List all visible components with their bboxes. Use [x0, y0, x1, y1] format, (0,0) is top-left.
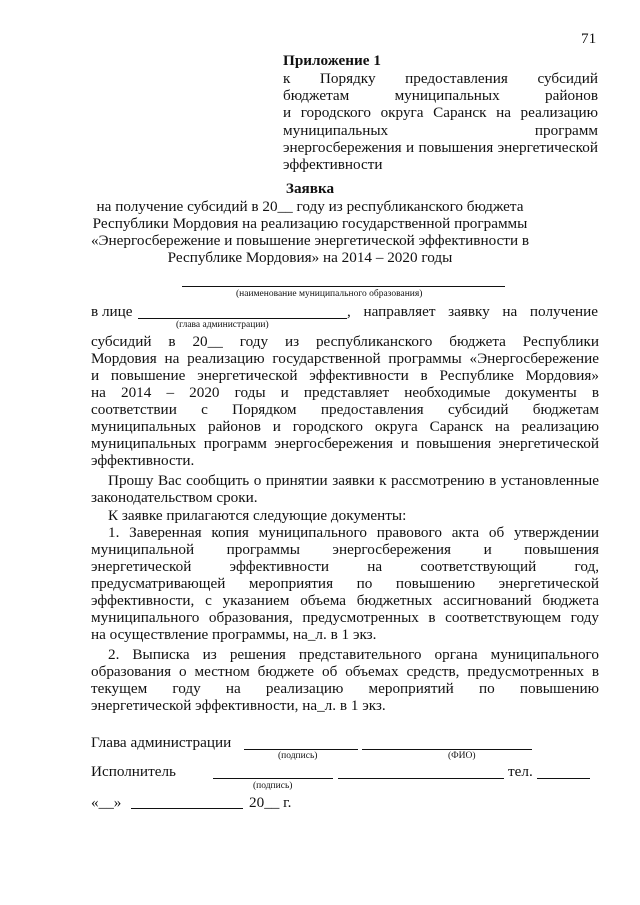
body-line: соответствии с Порядком предоставления субсидий бюджетам [91, 401, 599, 418]
appendix-line: энергосбережения и повышения энергетической [283, 139, 598, 156]
heading-line: на получение субсидий в 20__ году из республиканского бюджета [96, 198, 524, 215]
body-line: эффективности. [91, 452, 195, 469]
appendix-line: муниципальных программ [283, 122, 598, 139]
body-line: субсидий в 20__ году из республиканского бюджета Республики [91, 333, 599, 350]
date-day: «__» [91, 794, 122, 811]
appendix-line: бюджетам муниципальных районов [283, 87, 598, 104]
tel-field[interactable] [537, 778, 590, 779]
caption-fio: (ФИО) [448, 751, 476, 761]
executor-signature-field[interactable] [213, 778, 333, 779]
item-line: энергетической эффективности на соответствующий год, [91, 558, 599, 575]
appendix-line: к Порядку предоставления субсидий [283, 70, 598, 87]
item-line: муниципальной программы энергосбережения и повышения [91, 541, 599, 558]
item-line: предусматривающей мероприятия по повышению энергетической [91, 575, 599, 592]
appendix-title: Приложение 1 [283, 52, 381, 69]
municipality-name-field[interactable] [182, 286, 505, 287]
item-line: 2. Выписка из решения представительного органа муниципального [108, 646, 599, 663]
body-line: на 2014 – 2020 годы и представляет необходимые документы в [91, 384, 599, 401]
appendix-line: и городского округа Саранск на реализацию [283, 104, 598, 121]
heading-line: Республики Мордовия на реализацию государственной программы [92, 215, 528, 232]
caption-head: (глава администрации) [176, 320, 269, 330]
caption-municipality: (наименование муниципального образования) [236, 289, 423, 299]
head-fio-field[interactable] [362, 749, 532, 750]
tel-label: тел. [508, 763, 533, 780]
caption-signature-2: (подпись) [253, 781, 293, 791]
item-line: эффективности, с указанием объема бюджетных ассигнований бюджета [91, 592, 599, 609]
body-line: Мордовия на реализацию государственной программы «Энергосбережение [91, 350, 599, 367]
heading-line: «Энергосбережение и повышение энергетической эффективности в [90, 232, 530, 249]
heading-line: Республике Мордовия» на 2014 – 2020 годы [167, 249, 453, 266]
item-line: муниципального образования, предусмотренных в соответствующем году [91, 609, 599, 626]
appendix-line: эффективности [283, 156, 383, 173]
date-month-field[interactable] [131, 808, 243, 809]
item-line: энергетической эффективности, на_л. в 1 экз. [91, 697, 386, 714]
body-line: Прошу Вас сообщить о принятии заявки к рассмотрению в установленные [108, 472, 599, 489]
head-label: Глава администрации [91, 734, 232, 751]
caption-signature: (подпись) [278, 751, 318, 761]
body-line: муниципальных программ энергосбережения и повышения энергетической [91, 435, 599, 452]
item-line: текущем году на реализацию мероприятий по повышению [91, 680, 599, 697]
head-signature-field[interactable] [244, 749, 358, 750]
v-litse-suffix: , направляет заявку на получение [347, 303, 598, 320]
attachments-intro: К заявке прилагаются следующие документы: [108, 507, 407, 524]
v-litse-label: в лице [91, 303, 133, 320]
document-title: Заявка [285, 180, 335, 197]
body-line: законодательством сроки. [91, 489, 258, 506]
item-line: образования о местном бюджете об объемах средств, предусмотренных в [91, 663, 599, 680]
body-line: муниципальных районов и городского округа Саранск на реализацию [91, 418, 599, 435]
item-line: 1. Заверенная копия муниципального правового акта об утверждении [108, 524, 599, 541]
head-name-field[interactable] [138, 318, 347, 319]
page-number: 71 [581, 30, 597, 47]
item-line: на осуществление программы, на_л. в 1 экз. [91, 626, 377, 643]
date-year: 20__ г. [249, 794, 292, 811]
executor-fio-field[interactable] [338, 778, 504, 779]
body-line: и повышение энергетической эффективности в Республике Мордовия» [91, 367, 599, 384]
executor-label: Исполнитель [91, 763, 176, 780]
